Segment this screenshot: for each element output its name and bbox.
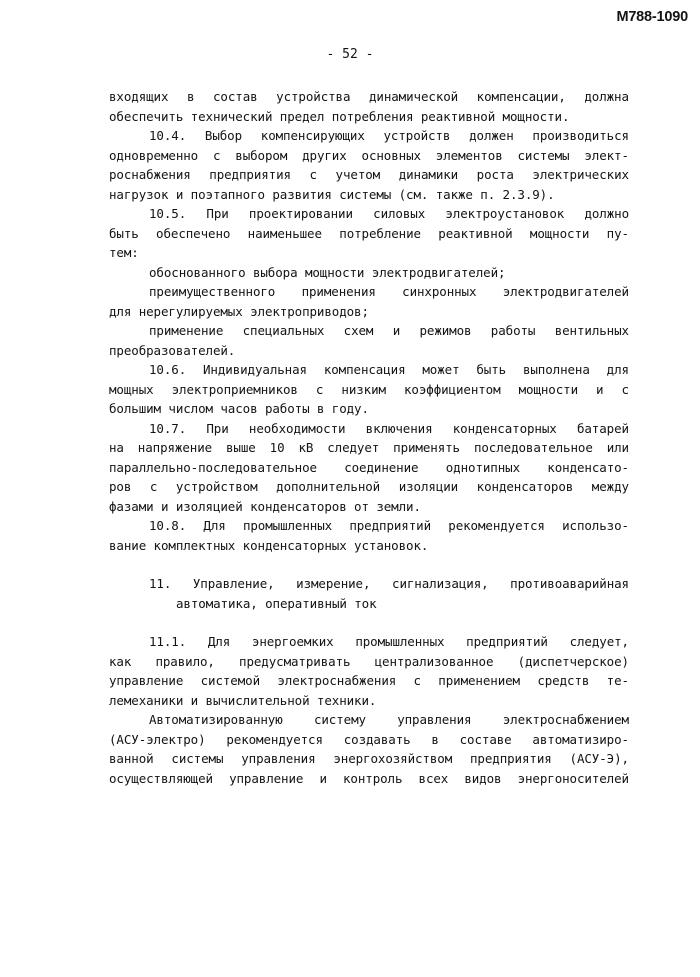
text-line: обеспечить технический предел потребления реактивной мощности.: [109, 108, 570, 124]
text-line: вание комплектных конденсаторных установок.: [109, 537, 429, 553]
text-line: фазами и изоляцией конденсаторов от земли.: [109, 498, 421, 514]
text-line: 10.6. Индивидуальная компенсация может быть выполнена для: [149, 362, 629, 377]
text-line: 10.5. При проектировании силовых электроустановок должно: [149, 206, 629, 221]
document-code: М788-1090: [616, 9, 688, 25]
text-line: 11.1. Для энергоемких промышленных предприятий следует,: [149, 634, 629, 649]
text-line: управление системой электроснабжения с применением средств те-: [109, 673, 629, 688]
text-line: входящих в состав устройства динамической компенсации, должна: [109, 89, 629, 104]
text-line: большим числом часов работы в году.: [109, 401, 369, 416]
section-gap: [109, 555, 629, 574]
text-line: параллельно-последовательное соединение однотипных конденсато-: [109, 459, 629, 475]
text-line: роснабжения предприятия с учетом динамики роста электрических: [109, 167, 629, 182]
text-line: 10.7. При необходимости включения конденсаторных батарей: [149, 420, 629, 436]
text-line: как правило, предусматривать централизованное (диспетчерское): [109, 653, 629, 669]
text-line: 10.4. Выбор компенсирующих устройств должен производиться: [149, 128, 629, 143]
text-line: применение специальных схем и режимов работы вентильных: [149, 323, 629, 338]
text-line: преобразователей.: [109, 342, 236, 358]
section-gap: [109, 613, 629, 632]
text-line: обоснованного выбора мощности электродвигателей;: [149, 264, 506, 280]
text-line: на напряжение выше 10 кВ следует применять последовательное или: [109, 440, 629, 455]
text-line: тем:: [109, 245, 139, 260]
text-line: нагрузок и поэтапного развития системы (см. также п. 2.3.9).: [109, 186, 555, 202]
text-line: преимущественного применения синхронных электродвигателей: [149, 284, 629, 299]
text-line: 10.8. Для промышленных предприятий рекомендуется использо-: [149, 518, 629, 533]
text-line: ров с устройством дополнительной изоляции конденсаторов между: [109, 479, 629, 494]
text-line: быть обеспечено наименьшее потребление реактивной мощности пу-: [109, 225, 629, 241]
text-line: мощных электроприемников с низким коэффициентом мощности и с: [109, 381, 629, 397]
text-line: одновременно с выбором других основных элементов системы элект-: [109, 147, 629, 163]
text-line: (АСУ-электро) рекомендуется создавать в составе автоматизиро-: [109, 731, 629, 747]
text-line: 11. Управление, измерение, сигнализация, противоаварийная: [149, 576, 629, 591]
text-line: автоматика, оперативный ток: [176, 595, 377, 611]
text-line: осуществляющей управление и контроль всех видов энергоносителей: [109, 770, 629, 786]
text-line: лемеханики и вычислительной техники.: [109, 692, 377, 708]
text-line: Автоматизированную систему управления электроснабжением: [149, 712, 629, 727]
document-body: [109, 87, 629, 788]
page-number: - 52 -: [326, 47, 374, 62]
text-line: ванной системы управления энергохозяйством предприятия (АСУ-Э),: [109, 751, 629, 766]
text-line: для нерегулируемых электроприводов;: [109, 303, 369, 319]
